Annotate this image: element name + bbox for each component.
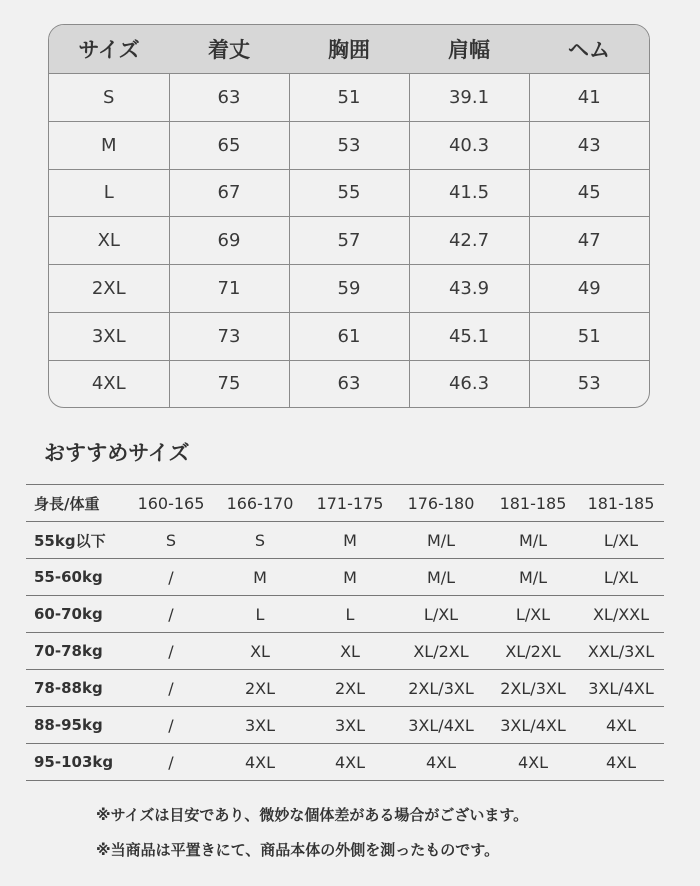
recommend-size-cell: 4XL: [488, 744, 578, 781]
size-value-cell: 63: [169, 74, 289, 122]
size-value-cell: 51: [289, 74, 409, 122]
size-value-cell: 45: [529, 169, 649, 217]
size-value-cell: 46.3: [409, 360, 529, 407]
weight-label-cell: 60-70kg: [26, 596, 128, 633]
recommend-row: [26, 670, 664, 707]
size-chart-table: [49, 25, 649, 407]
recommend-size-cell: XXL/3XL: [578, 633, 664, 670]
size-row: [49, 169, 649, 217]
recommend-size-cell: /: [128, 670, 214, 707]
recommend-size-cell: 4XL: [214, 744, 306, 781]
size-label-cell: M: [49, 121, 169, 169]
recommend-row: [26, 596, 664, 633]
header-length: 着丈: [169, 25, 289, 74]
recommend-size-cell: 3XL/4XL: [488, 707, 578, 744]
recommend-size-cell: S: [214, 522, 306, 559]
recommend-size-cell: XL: [306, 633, 394, 670]
size-value-cell: 69: [169, 217, 289, 265]
recommend-size-cell: /: [128, 559, 214, 596]
size-value-cell: 57: [289, 217, 409, 265]
size-value-cell: 41.5: [409, 169, 529, 217]
recommend-size-cell: L/XL: [394, 596, 488, 633]
note-text: ※サイズは目安であり、微妙な個体差がある場合がございます。: [96, 806, 529, 824]
recommend-size-cell: 3XL: [306, 707, 394, 744]
recommend-size-cell: 4XL: [578, 707, 664, 744]
recommend-size-cell: 2XL/3XL: [394, 670, 488, 707]
size-row: [49, 121, 649, 169]
recommend-size-cell: M/L: [488, 559, 578, 596]
recommend-size-cell: M/L: [488, 522, 578, 559]
header-height-range: 171-175: [306, 485, 394, 522]
size-value-cell: 42.7: [409, 217, 529, 265]
recommend-size-cell: XL/2XL: [394, 633, 488, 670]
header-height-range: 166-170: [214, 485, 306, 522]
size-value-cell: 71: [169, 265, 289, 313]
size-value-cell: 40.3: [409, 121, 529, 169]
recommend-size-cell: XL: [214, 633, 306, 670]
size-label-cell: L: [49, 169, 169, 217]
recommend-header-row: [26, 485, 664, 522]
recommend-size-cell: 3XL: [214, 707, 306, 744]
recommend-size-cell: S: [128, 522, 214, 559]
recommend-row: [26, 707, 664, 744]
notes: [96, 808, 528, 878]
size-value-cell: 65: [169, 121, 289, 169]
header-height-range: 181-185: [578, 485, 664, 522]
weight-label-cell: 95-103kg: [26, 744, 128, 781]
recommend-size-cell: 3XL/4XL: [578, 670, 664, 707]
size-value-cell: 73: [169, 312, 289, 360]
size-label-cell: XL: [49, 217, 169, 265]
recommend-size-cell: M/L: [394, 559, 488, 596]
size-chart: [48, 24, 650, 408]
size-value-cell: 39.1: [409, 74, 529, 122]
recommend-size-cell: L/XL: [488, 596, 578, 633]
size-value-cell: 67: [169, 169, 289, 217]
note-text: ※当商品は平置きにて、商品本体の外側を測ったものです。: [96, 841, 500, 859]
size-label-cell: S: [49, 74, 169, 122]
recommend-size-cell: /: [128, 633, 214, 670]
weight-label-cell: 55-60kg: [26, 559, 128, 596]
weight-label-cell: 70-78kg: [26, 633, 128, 670]
recommend-size-cell: L/XL: [578, 559, 664, 596]
size-value-cell: 43: [529, 121, 649, 169]
header-height-range: 176-180: [394, 485, 488, 522]
header-size: サイズ: [49, 25, 169, 74]
recommend-size-cell: L: [306, 596, 394, 633]
recommend-size-cell: XL/XXL: [578, 596, 664, 633]
size-label-cell: 3XL: [49, 312, 169, 360]
size-label-cell: 4XL: [49, 360, 169, 407]
size-value-cell: 47: [529, 217, 649, 265]
size-label-cell: 2XL: [49, 265, 169, 313]
size-row: [49, 312, 649, 360]
size-value-cell: 41: [529, 74, 649, 122]
recommend-size-cell: 2XL: [214, 670, 306, 707]
size-value-cell: 51: [529, 312, 649, 360]
recommend-size-cell: XL/2XL: [488, 633, 578, 670]
recommend-title: おすすめサイズ: [44, 441, 190, 465]
recommend-size-cell: M: [306, 559, 394, 596]
size-row: [49, 265, 649, 313]
recommend-size-cell: M/L: [394, 522, 488, 559]
recommend-row: [26, 522, 664, 559]
recommend-size-cell: /: [128, 596, 214, 633]
recommend-size-cell: L/XL: [578, 522, 664, 559]
recommend-row: [26, 559, 664, 596]
recommend-size-cell: 4XL: [578, 744, 664, 781]
size-value-cell: 61: [289, 312, 409, 360]
size-row: [49, 360, 649, 407]
size-row: [49, 217, 649, 265]
size-value-cell: 59: [289, 265, 409, 313]
recommend-size-cell: 2XL: [306, 670, 394, 707]
recommend-size-cell: M: [214, 559, 306, 596]
recommend-size-cell: 4XL: [394, 744, 488, 781]
weight-label-cell: 55kg以下: [26, 522, 128, 559]
size-value-cell: 49: [529, 265, 649, 313]
size-value-cell: 55: [289, 169, 409, 217]
recommend-size-cell: 2XL/3XL: [488, 670, 578, 707]
recommend-row: [26, 744, 664, 781]
size-value-cell: 45.1: [409, 312, 529, 360]
recommend-row: [26, 633, 664, 670]
header-chest: 胸囲: [289, 25, 409, 74]
recommend-size-cell: 4XL: [306, 744, 394, 781]
size-value-cell: 75: [169, 360, 289, 407]
header-shoulder: 肩幅: [409, 25, 529, 74]
recommend-size-cell: /: [128, 707, 214, 744]
size-value-cell: 43.9: [409, 265, 529, 313]
header-height-range: 160-165: [128, 485, 214, 522]
header-height-range: 181-185: [488, 485, 578, 522]
recommend-table: [26, 484, 664, 781]
header-height-weight: 身長/体重: [26, 485, 128, 522]
size-row: [49, 74, 649, 122]
header-hem: ヘム: [529, 25, 649, 74]
size-chart-header-row: [49, 25, 649, 74]
weight-label-cell: 88-95kg: [26, 707, 128, 744]
weight-label-cell: 78-88kg: [26, 670, 128, 707]
size-value-cell: 63: [289, 360, 409, 407]
recommend-size-cell: /: [128, 744, 214, 781]
recommend-size-cell: M: [306, 522, 394, 559]
size-value-cell: 53: [289, 121, 409, 169]
recommend-size-cell: L: [214, 596, 306, 633]
recommend-size-cell: 3XL/4XL: [394, 707, 488, 744]
size-value-cell: 53: [529, 360, 649, 407]
